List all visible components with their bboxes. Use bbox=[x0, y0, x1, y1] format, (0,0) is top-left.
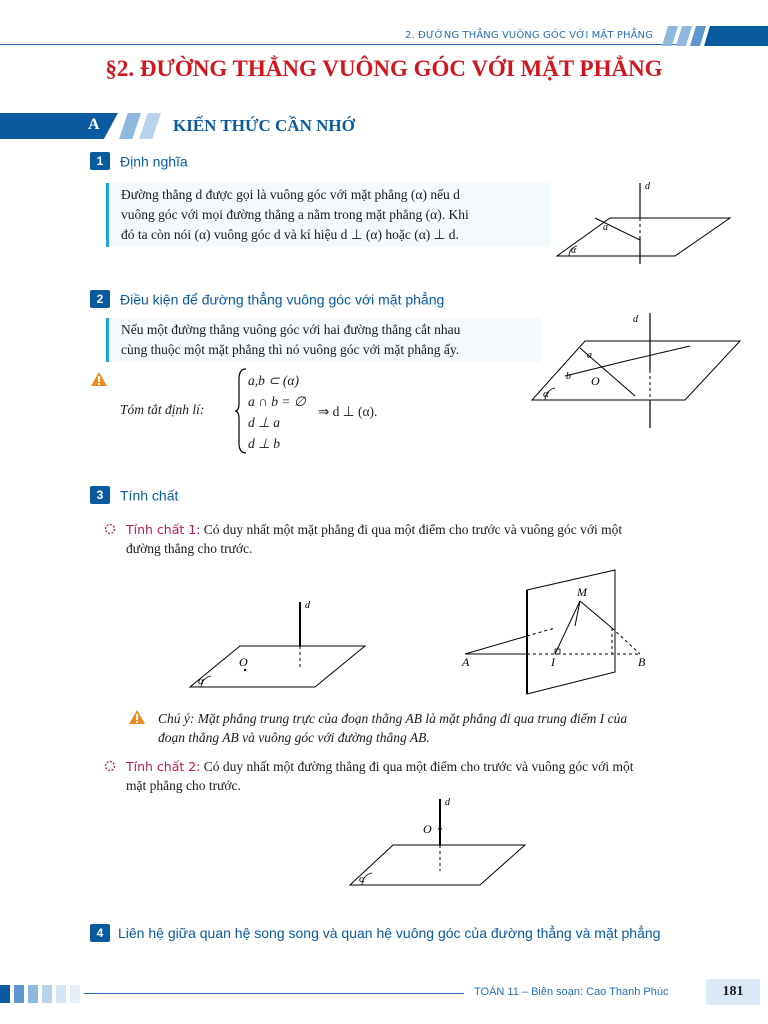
property-1-line-1: Có duy nhất một mặt phẳng đi qua một điểm cho trước và vuông góc với một bbox=[203, 522, 623, 537]
label-o: O bbox=[239, 655, 248, 669]
item-number: 4 bbox=[90, 924, 110, 942]
section-letter: A bbox=[88, 116, 100, 133]
property-1 bbox=[126, 520, 718, 558]
label-d: d bbox=[445, 797, 450, 808]
item-title: Liên hệ giữa quan hệ song song và quan hệ vuông góc của đường thẳng và mặt phẳng bbox=[118, 924, 661, 941]
label-o: O bbox=[591, 374, 600, 388]
label-d: d bbox=[645, 181, 650, 192]
label-a: a bbox=[587, 350, 592, 361]
footer-rule bbox=[84, 993, 464, 994]
item-title: Tính chất bbox=[120, 487, 179, 504]
label-alpha: α bbox=[359, 873, 365, 885]
section-label: KIẾN THỨC CẦN NHỚ bbox=[173, 116, 355, 135]
item-3-heading bbox=[90, 486, 178, 504]
case-3: d ⊥ a bbox=[248, 415, 281, 430]
figure-condition bbox=[530, 308, 745, 433]
figure-property-2 bbox=[345, 793, 535, 889]
property-1-label: Tính chất 1: bbox=[126, 522, 201, 537]
warning-icon bbox=[90, 371, 108, 387]
item-4-heading bbox=[90, 922, 720, 944]
property-2-label: Tính chất 2: bbox=[126, 759, 201, 774]
note bbox=[158, 709, 723, 747]
page-number: 181 bbox=[706, 979, 760, 1005]
condition-line-1: Nếu một đường thẳng vuông góc với hai đường thẳng cắt nhau bbox=[121, 322, 461, 337]
summary-conclusion: ⇒ d ⊥ (α). bbox=[318, 404, 378, 419]
figure-midplane bbox=[455, 566, 655, 700]
item-1-heading bbox=[90, 152, 188, 170]
label-d: d bbox=[633, 314, 638, 325]
page-title: §2. ĐƯỜNG THẲNG VUÔNG GÓC VỚI MẶT PHẲNG bbox=[105, 56, 663, 81]
section-a-band bbox=[0, 113, 768, 139]
label-d: d bbox=[305, 600, 310, 611]
definition-box bbox=[106, 183, 551, 247]
case-1: a,b ⊂ (α) bbox=[248, 373, 300, 388]
label-b: b bbox=[566, 371, 571, 382]
summary-cases bbox=[248, 370, 306, 454]
item-title: Định nghĩa bbox=[120, 153, 188, 170]
property-2-line-1: Có duy nhất một đường thẳng đi qua một điểm cho trước và vuông góc với một bbox=[203, 759, 634, 774]
case-4: d ⊥ b bbox=[248, 436, 281, 451]
item-number: 2 bbox=[90, 290, 110, 308]
summary-label: Tóm tắt định lí: bbox=[120, 402, 205, 417]
label-alpha: α bbox=[543, 388, 549, 400]
gear-bullet-icon bbox=[103, 522, 117, 536]
definition-line-1: Đường thẳng d được gọi là vuông góc với mặt phẳng (α) nếu d bbox=[121, 187, 460, 202]
label-m: M bbox=[577, 585, 587, 599]
footer-text: TOÁN 11 – Biên soạn: Cao Thanh Phúc bbox=[474, 986, 669, 998]
label-a-point: A bbox=[462, 655, 470, 669]
note-line-2: đoạn thẳng AB và vuông góc với đường thẳng AB. bbox=[158, 730, 430, 745]
footer-decoration bbox=[0, 985, 84, 1003]
header-rule bbox=[0, 44, 680, 45]
item-number: 3 bbox=[90, 486, 110, 504]
label-o: O bbox=[423, 822, 432, 836]
item-title: Điều kiện để đường thẳng vuông góc với mặt phẳng bbox=[120, 291, 445, 308]
condition-box bbox=[106, 318, 541, 362]
brace-icon bbox=[234, 367, 248, 455]
label-i: I bbox=[551, 655, 555, 669]
definition-line-3: đó ta còn nói (α) vuông góc d và kí hiệu d ⊥ (α) hoặc (α) ⊥ d. bbox=[121, 227, 459, 242]
item-number: 1 bbox=[90, 152, 110, 170]
property-2 bbox=[126, 757, 718, 795]
note-line-1: Chú ý: Mặt phẳng trung trực của đoạn thẳng AB là mặt phẳng đi qua trung điểm I của bbox=[158, 711, 628, 726]
running-title: 2. ĐƯỜNG THẲNG VUÔNG GÓC VỚI MẶT PHẲNG bbox=[405, 30, 653, 41]
case-2: a ∩ b = ∅ bbox=[248, 394, 306, 409]
property-2-line-2: mặt phẳng cho trước. bbox=[126, 778, 241, 793]
figure-property-1 bbox=[185, 594, 375, 694]
label-a: a bbox=[603, 222, 608, 233]
condition-line-2: cùng thuộc một mặt phẳng thì nó vuông góc với mặt phẳng ấy. bbox=[121, 342, 460, 357]
definition-line-2: vuông góc với mọi đường thẳng a nằm trong mặt phẳng (α). Khi bbox=[121, 207, 469, 222]
label-b-point: B bbox=[638, 655, 646, 669]
label-alpha: α bbox=[571, 245, 577, 256]
label-alpha: α bbox=[198, 675, 204, 687]
item-2-heading bbox=[90, 290, 444, 308]
running-header bbox=[0, 0, 768, 46]
figure-definition bbox=[555, 178, 745, 268]
warning-icon bbox=[128, 709, 146, 725]
header-decoration bbox=[660, 26, 768, 46]
gear-bullet-icon bbox=[103, 759, 117, 773]
property-1-line-2: đường thẳng cho trước. bbox=[126, 541, 253, 556]
